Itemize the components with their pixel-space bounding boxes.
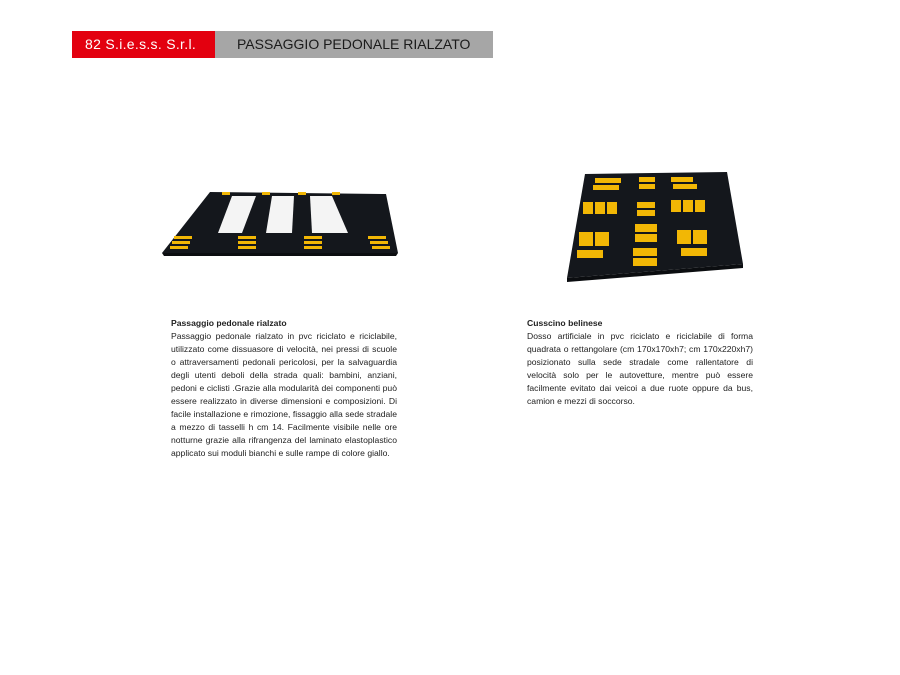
page-number-company: 82 S.i.e.s.s. S.r.l.	[72, 31, 215, 58]
product-text: Dosso artificiale in pvc riciclato e riciclabile di forma quadrata o rettangolare (cm 170x170xh7; cm 170x220xh7) posizionato sulla sede stradale come rallentatore di velocità solo per le autovetture, mentre può essere facilmente evitato dai veicoi a due ruote oppure da bus, camion e mezzi di soccorso.	[527, 331, 753, 406]
raised-crossing-image	[160, 186, 400, 258]
product-text: Passaggio pedonale rialzato in pvc riciclato e riciclabile, utilizzato come dissuasore di velocità, nei pressi di scuole o attraversamenti pedonali pericolosi, per la salvaguardia degli utenti deboli della strada quali: bambini, anziani, pedoni e ciclisti .Grazie alla modularità dei componenti può essere realizzato in diverse dimensioni e composizioni. Di facile installazione e rimozione, fissaggio alla sede stradale a mezzo di tasselli h cm 14. Facilmente visibile nelle ore notturne grazie alla rifrangenza del laminato elastoplastico applicato sui moduli bianchi e sulle rampe di colore giallo.	[171, 331, 397, 458]
product-description-speed-cushion	[527, 317, 753, 408]
section-title: PASSAGGIO PEDONALE RIALZATO	[215, 31, 493, 58]
product-title: Cusscino belinese	[527, 318, 603, 328]
speed-cushion-image	[555, 168, 745, 286]
page-header	[72, 31, 493, 58]
product-title: Passaggio pedonale rialzato	[171, 318, 287, 328]
product-description-raised-crossing	[171, 317, 397, 460]
